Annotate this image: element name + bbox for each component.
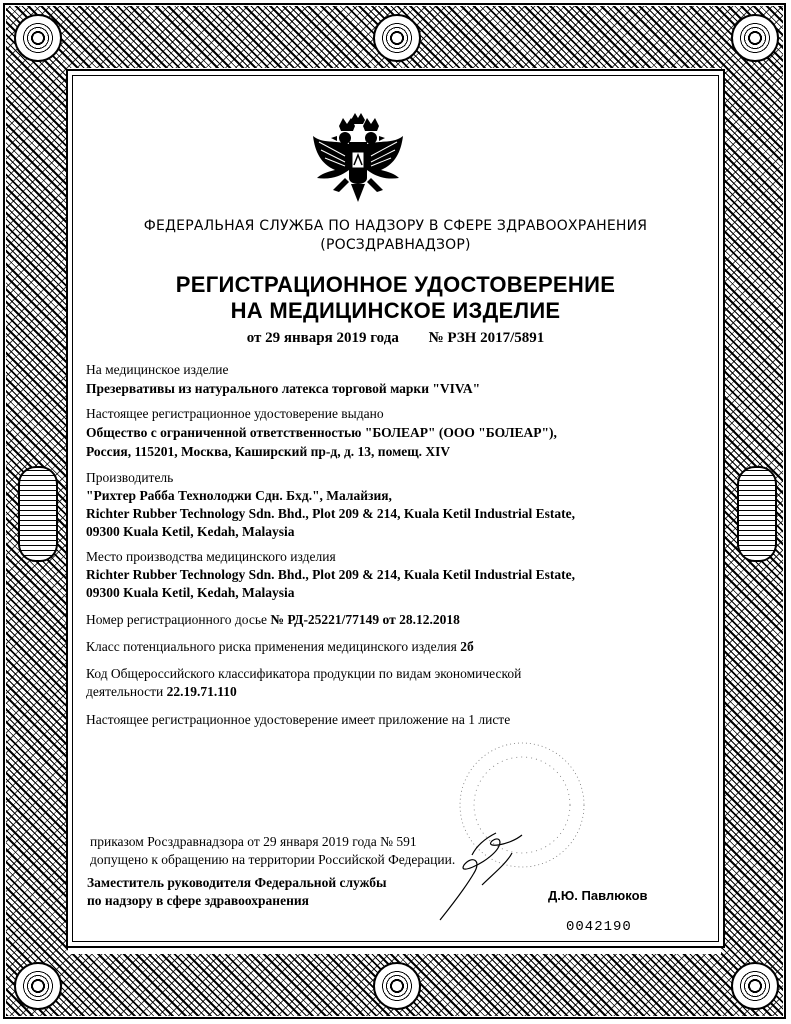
corner-ornament-top-right — [731, 14, 779, 62]
registration-number: № РЗН 2017/5891 — [428, 330, 545, 346]
top-center-ornament — [373, 14, 421, 62]
agency-abbreviation: (РОСЗДРАВНАДЗОР) — [320, 237, 471, 253]
document-subtitle: НА МЕДИЦИНСКОЕ ИЗДЕЛИЕ — [230, 298, 561, 323]
okved-label: деятельности — [86, 684, 164, 699]
production-site-name: Richter Rubber Technology Sdn. Bhd., Plot 209 & 214, Kuala Ketil Industrial Estate, — [86, 567, 575, 582]
corner-ornament-top-left — [14, 14, 62, 62]
manufacturer-name-en: Richter Rubber Technology Sdn. Bhd., Plot 209 & 214, Kuala Ketil Industrial Estate, — [86, 506, 575, 521]
registration-date: от 29 января 2019 года — [246, 330, 399, 346]
issued-to-label: Настоящее регистрационное удостоверение выдано — [86, 406, 384, 421]
attachment-note: Настоящее регистрационное удостоверение имеет приложение на 1 листе — [86, 712, 511, 727]
corner-ornament-bottom-left — [14, 962, 62, 1010]
device-label: На медицинское изделие — [86, 362, 229, 377]
corner-ornament-bottom-right — [731, 962, 779, 1010]
holder-name: Общество с ограниченной ответственностью "БОЛЕАР" (ООО "БОЛЕАР"), — [86, 425, 557, 440]
manufacturer-name-ru: "Рихтер Рабба Технолоджи Сдн. Бхд.", Малайзия, — [86, 488, 392, 503]
okved-line2 — [86, 684, 237, 700]
signatory-title-line1: Заместитель руководителя Федеральной службы — [87, 875, 387, 890]
coat-of-arms-icon — [305, 112, 411, 210]
serial-number: 0042190 — [566, 919, 632, 935]
document-title: РЕГИСТРАЦИОННОЕ УДОСТОВЕРЕНИЕ — [175, 272, 616, 297]
production-site-address: 09300 Kuala Ketil, Kedah, Malaysia — [86, 585, 295, 600]
manufacturer-address: 09300 Kuala Ketil, Kedah, Malaysia — [86, 524, 295, 539]
production-site-label: Место производства медицинского изделия — [86, 549, 336, 564]
signatory-title-line2: по надзору в сфере здравоохранения — [87, 893, 309, 908]
okved-value: 22.19.71.110 — [166, 684, 237, 699]
dossier-line — [86, 612, 460, 628]
order-line: приказом Росздравнадзора от 29 января 2019 года № 591 — [90, 834, 417, 849]
agency-name: ФЕДЕРАЛЬНАЯ СЛУЖБА ПО НАДЗОРУ В СФЕРЕ ЗДРАВООХРАНЕНИЯ — [143, 218, 648, 234]
holder-address: Россия, 115201, Москва, Каширский пр-д, д. 13, помещ. XIV — [86, 444, 451, 459]
manufacturer-label: Производитель — [86, 470, 174, 485]
dossier-label: Номер регистрационного досье — [86, 612, 268, 627]
risk-class-value: 2б — [460, 639, 474, 654]
risk-class-label: Класс потенциального риска применения медицинского изделия — [86, 639, 457, 654]
device-name: Презервативы из натурального латекса торговой марки "VIVA" — [86, 381, 481, 396]
dossier-value: № РД-25221/77149 от 28.12.2018 — [270, 612, 460, 627]
okved-label-line1: Код Общероссийского классификатора продукции по видам экономической — [86, 666, 522, 681]
signatory-name: Д.Ю. Павлюков — [548, 888, 648, 903]
registration-line — [70, 330, 721, 347]
risk-class-line — [86, 639, 474, 655]
bottom-center-ornament — [373, 962, 421, 1010]
admission-line: допущено к обращению на территории Российской Федерации. — [90, 852, 456, 867]
right-side-ornament — [737, 466, 777, 562]
left-side-ornament — [18, 466, 58, 562]
